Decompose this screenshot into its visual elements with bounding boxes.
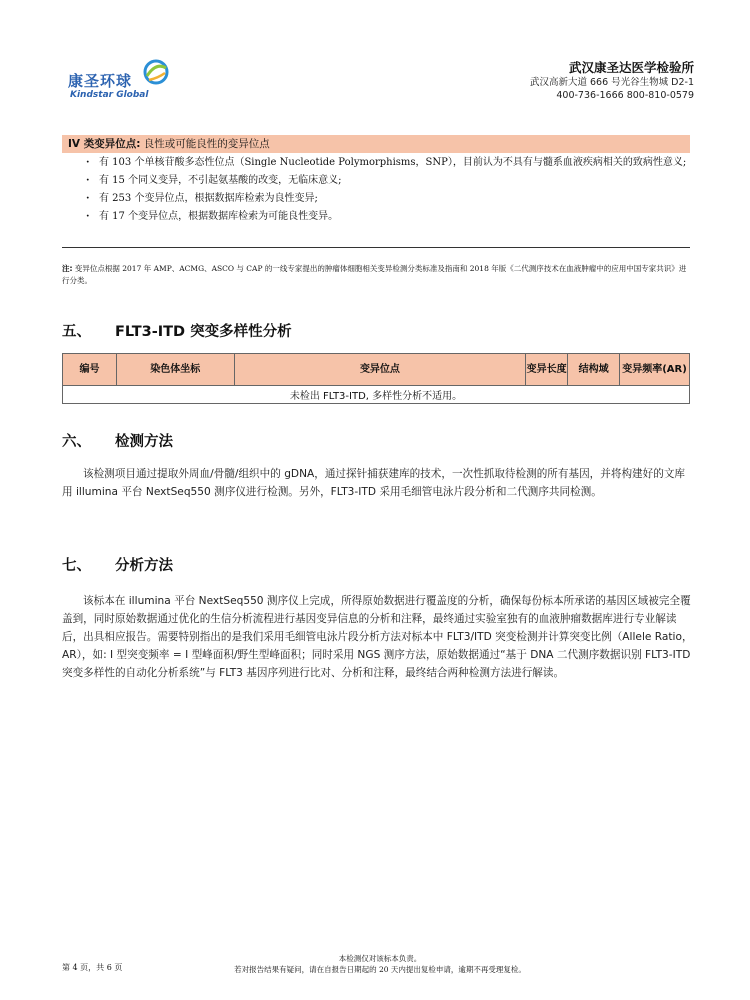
column-header: 编号 — [63, 354, 117, 386]
note-text: 变异位点根据 2017 年 AMP、ACMG、ASCO 与 CAP 的一线专家提出的肿瘤体细胞相关变异检测分类标准及指南和 2018 年版《二代测序技术在血液肿瘤中的应用中国专家共识》进行分类。 — [62, 264, 687, 285]
section-7-heading — [62, 554, 173, 575]
section-6-number: 六、 — [62, 434, 91, 450]
section-7-title: 分析方法 — [115, 558, 173, 574]
column-header: 变异长度 — [526, 354, 568, 386]
list-item: · 有 15 个同义变异，不引起氨基酸的改变，无临床意义; — [86, 172, 696, 190]
table-header-row — [63, 354, 690, 386]
logo-chinese-text: 康圣环球 — [68, 72, 133, 90]
column-header: 结构域 — [568, 354, 620, 386]
section-iv-divider — [62, 247, 690, 248]
section-iv-title — [68, 136, 270, 151]
section-7-number: 七、 — [62, 558, 91, 574]
column-header: 变异频率(AR) — [620, 354, 690, 386]
classification-note — [62, 263, 690, 287]
disclaimer-line-1: 本检测仅对该标本负责。 — [338, 954, 422, 963]
list-item: · 有 103 个单核苷酸多态性位点（Single Nucleotide Polymorphisms，SNP），目前认为不具有与髓系血液疾病相关的致病性意义; — [86, 154, 696, 172]
logo-english-text: Kindstar Global — [70, 90, 149, 100]
company-name: 武汉康圣达医学检验所 — [568, 60, 694, 75]
company-phone: 400-736-1666 800-810-0579 — [556, 90, 694, 101]
company-info — [530, 58, 694, 102]
flt3-itd-table — [62, 353, 690, 404]
section-iv-title-bold: IV 类变异位点: — [68, 138, 141, 150]
analysis-paragraph: 该标本在 illumina 平台 NextSeq550 测序仪上完成，所得原始数据进行覆盖度的分析，确保每份标本所承诺的基因区域被完全覆盖到，同时原始数据通过优化的生信分析流程进行基因变异信息的分析和注释，最终通过实验室独有的血液肿瘤数据库进行专业解读后，出具相应报告。需要特别指出的是我们采用毛细管电泳片段分析方法对标本中 FLT3/ITD 突变检测并计算突变比例（Allele Ratio，AR），如: I 型突变频率 = I 型峰面积/野生型峰面积；同时采用 NGS 测序方法，原始数据通过“基于 DNA 二代测序数据识别 FLT3-ITD 突变多样性的自动化分析系统”与 FLT3 基因序列进行比对、分析和注释，最终结合两种检测方法进行解读。 — [62, 595, 693, 679]
list-item: · 有 17 个变异位点，根据数据库检索为可能良性变异。 — [86, 208, 696, 226]
disclaimer-line-2: 若对报告结果有疑问，请在自报告日期起的 20 天内提出复检申请，逾期不再受理复检。 — [234, 965, 526, 974]
section-iv-bullet-list — [86, 154, 696, 226]
column-header: 变异位点 — [234, 354, 525, 386]
note-label: 注: — [62, 264, 73, 273]
table-row — [63, 386, 690, 404]
column-header: 染色体坐标 — [116, 354, 234, 386]
section-6-title: 检测方法 — [115, 434, 173, 450]
section-5-number: 五、 — [62, 324, 91, 340]
section-6-heading — [62, 430, 173, 451]
list-item: · 有 253 个变异位点，根据数据库检索为良性变异; — [86, 190, 696, 208]
page-number: 第 4 页，共 6 页 — [62, 963, 123, 972]
section-5-heading — [62, 320, 292, 341]
company-address: 武汉高新大道 666 号光谷生物城 D2-1 — [529, 77, 694, 88]
section-5-title: FLT3-ITD 突变多样性分析 — [115, 324, 292, 340]
report-disclaimer — [160, 953, 600, 975]
method-paragraph: 该检测项目通过提取外周血/骨髓/组织中的 gDNA，通过探针捕获建库的技术，一次性抓取待检测的所有基因，并将构建好的文库用 illumina 平台 NextSeq550 测序仪进行检测。另外，FLT3-ITD 采用毛细管电泳片段分析和二代测序共同检测。 — [62, 468, 686, 498]
company-logo — [68, 58, 178, 102]
section-iv-title-rest: 良性或可能良性的变异位点 — [140, 138, 270, 150]
globe-swirl-icon — [142, 58, 170, 86]
empty-result-cell: 未检出 FLT3-ITD, 多样性分析不适用。 — [63, 386, 690, 404]
